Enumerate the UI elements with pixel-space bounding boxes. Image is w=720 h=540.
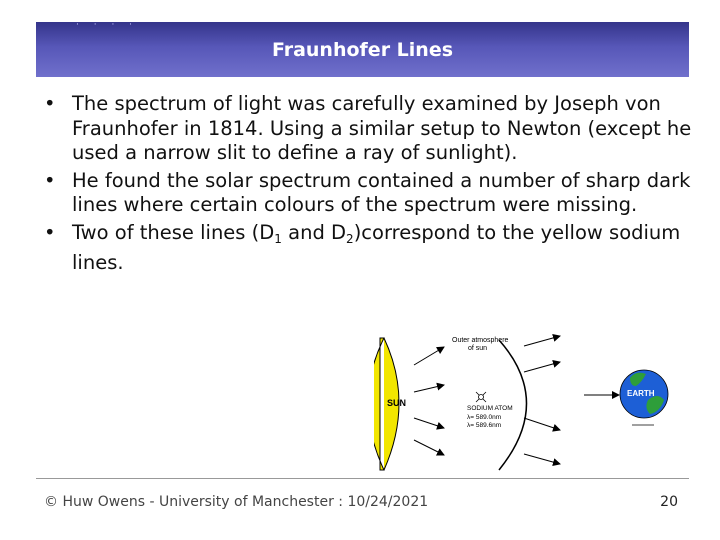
bullet-list <box>44 92 694 279</box>
subscript: 1 <box>274 231 282 246</box>
bullet-text: The spectrum of light was carefully examined by Joseph von Fraunhofer in 1814. Using a similar setup to Newton (except he used a narrow slit to define a ray of sunlight). <box>72 92 692 164</box>
footer-copyright: © Huw Owens - University of Manchester : 10/24/2021 <box>44 494 429 510</box>
bullet-text: He found the solar spectrum contained a number of sharp dark lines where certain colours of the spectrum were missing. <box>72 168 691 216</box>
ray-arrow <box>524 454 560 464</box>
ray-arrow <box>524 336 560 346</box>
header-decoration: · · · · <box>76 20 139 30</box>
subscript: 2 <box>346 231 354 246</box>
ray-arrow <box>524 362 560 372</box>
bullet-item <box>44 92 694 166</box>
sun-label: SUN <box>387 398 407 408</box>
ray-arrow <box>414 440 444 455</box>
earth-label: EARTH <box>627 389 655 398</box>
bullet-item <box>44 221 694 276</box>
atmosphere-label-2: of sun <box>468 345 488 352</box>
bullet-marker: • <box>44 92 56 115</box>
bullet-item <box>44 169 694 218</box>
bullet-marker: • <box>44 168 56 192</box>
sodium-absorption-diagram <box>374 330 680 474</box>
wavelength-label-1: λ= 589.0nm <box>467 414 502 421</box>
bullet-marker: • <box>44 220 56 244</box>
bullet-text-part: and D <box>281 220 347 244</box>
ray-arrow <box>414 418 444 428</box>
page-number: 20 <box>660 494 678 510</box>
atmosphere-label: Outer atmosphere <box>452 337 509 344</box>
ray-arrow <box>524 418 560 430</box>
sodium-atom-icon <box>476 392 486 402</box>
bullet-text <box>72 221 680 275</box>
ray-arrow <box>414 385 444 392</box>
wavelength-label-2: λ= 589.6nm <box>467 422 502 429</box>
footer-divider <box>36 478 689 479</box>
bullet-text-part: )correspond to the yellow sodium lines. <box>72 220 681 274</box>
sun-shape <box>374 338 384 470</box>
title-bar <box>36 22 689 77</box>
bullet-text-part: Two of these lines (D <box>72 220 275 244</box>
sodium-atom-label: SODIUM ATOM <box>467 405 513 412</box>
ray-arrow <box>414 347 444 365</box>
slide-title: Fraunhofer Lines <box>271 39 454 61</box>
